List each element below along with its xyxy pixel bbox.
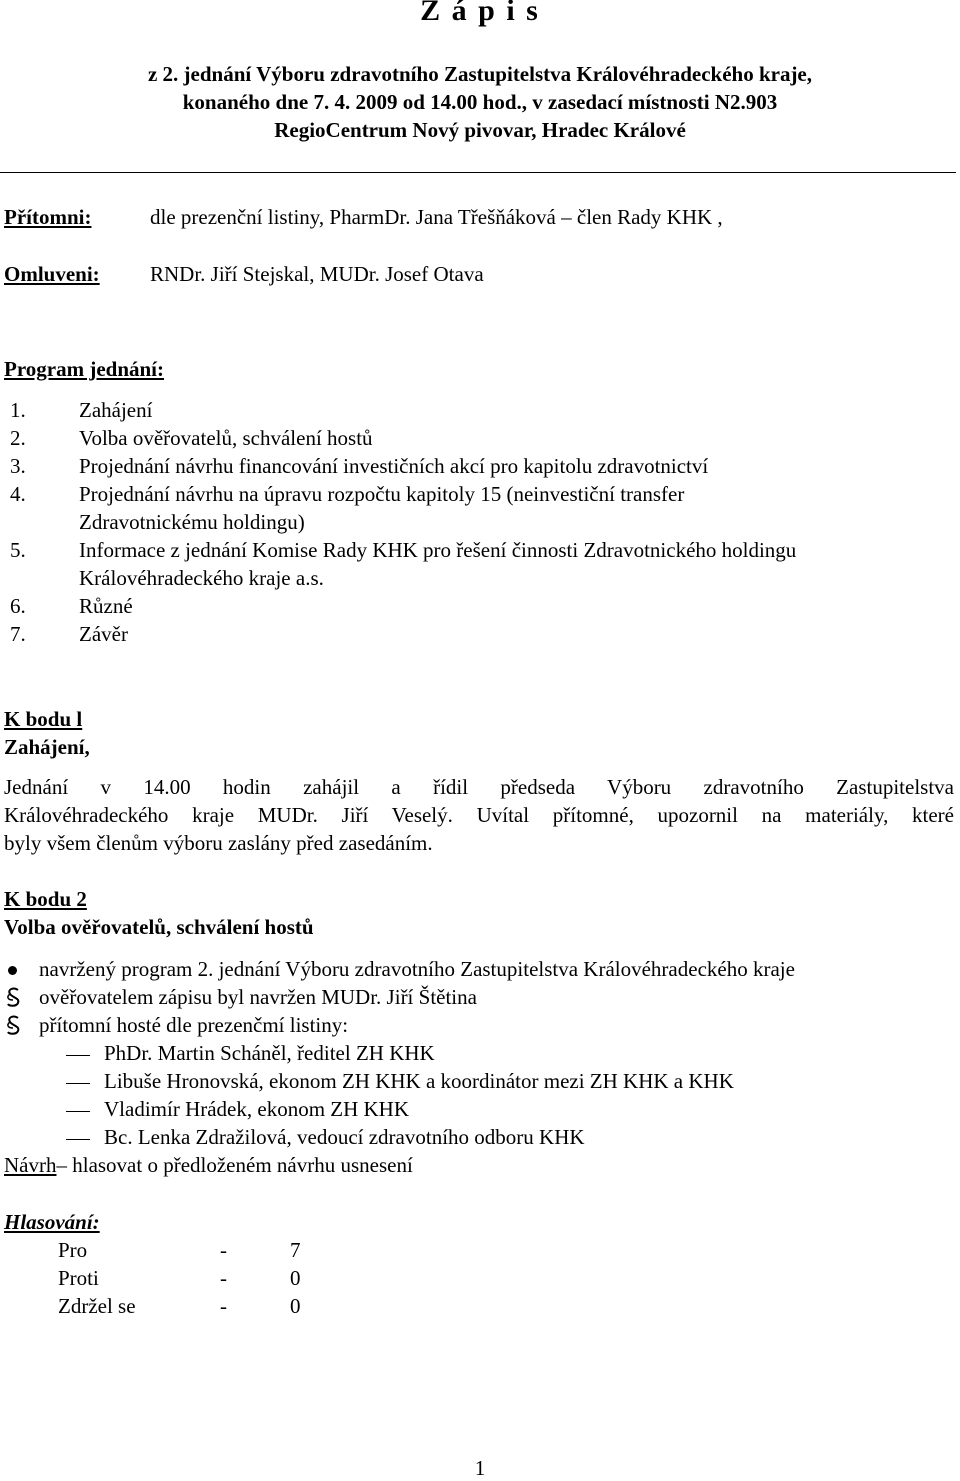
program-item-num: 7.	[10, 622, 26, 646]
vote-separator: -	[220, 1238, 227, 1262]
present-value: dle prezenční listiny, PharmDr. Jana Třešňáková – člen Rady KHK ,	[150, 205, 723, 229]
meeting-line-3: RegioCentrum Nový pivovar, Hradec Králové	[274, 118, 686, 142]
guest-item: PhDr. Martin Scháněl, ředitel ZH KHK	[104, 1041, 435, 1065]
vote-separator: -	[220, 1294, 227, 1318]
section1-text-line: byly všem členům výboru zaslány před zasedáním.	[4, 831, 433, 855]
program-item: Projednání návrhu financování investičních akcí pro kapitolu zdravotnictví	[79, 454, 709, 478]
program-item-num: 1.	[10, 398, 26, 422]
program-item: Volba ověřovatelů, schválení hostů	[79, 426, 373, 450]
dash-icon	[66, 1083, 90, 1084]
vote-label: Zdržel se	[58, 1294, 136, 1318]
voting-heading: Hlasování:	[4, 1210, 100, 1234]
section2-bullet: ověřovatelem zápisu byl navržen MUDr. Jiří Štětina	[39, 985, 477, 1009]
section1-text-line: Královéhradeckého kraje MUDr. Jiří Veselý. Uvítal přítomné, upozornil na materiály, které	[4, 803, 954, 827]
meeting-line-1: z 2. jednání Výboru zdravotního Zastupitelstva Královéhradeckého kraje,	[147, 62, 813, 86]
guest-item: Bc. Lenka Zdražilová, vedoucí zdravotního odboru KHK	[104, 1125, 585, 1149]
program-item-continuation: Zdravotnickému holdingu)	[79, 510, 305, 534]
excused-value: RNDr. Jiří Stejskal, MUDr. Josef Otava	[150, 262, 484, 286]
guest-item: Vladimír Hrádek, ekonom ZH KHK	[104, 1097, 410, 1121]
section1-text-line: Jednání v 14.00 hodin zahájil a řídil předseda Výboru zdravotního Zastupitelstva	[4, 775, 954, 799]
vote-separator: -	[220, 1266, 227, 1290]
program-heading: Program jednání:	[4, 357, 165, 381]
program-item-num: 2.	[10, 426, 26, 450]
proposal-label: Návrh	[4, 1153, 57, 1177]
document-title: Z á p i s	[420, 0, 540, 27]
meeting-line-2: konaného dne 7. 4. 2009 od 14.00 hod., v zasedací místnosti N2.903	[182, 90, 778, 114]
vote-label: Pro	[58, 1238, 88, 1262]
section2-subheading: Volba ověřovatelů, schválení hostů	[4, 915, 314, 939]
header-divider	[0, 172, 956, 173]
program-item: Informace z jednání Komise Rady KHK pro řešení činnosti Zdravotnického holdingu	[79, 538, 797, 562]
excused-label: Omluveni:	[4, 262, 100, 286]
dash-icon	[66, 1055, 90, 1056]
dash-icon	[66, 1111, 90, 1112]
page-number: 1	[474, 1456, 486, 1480]
program-item-num: 5.	[10, 538, 26, 562]
section-mark-icon	[4, 986, 24, 1010]
program-item-num: 6.	[10, 594, 26, 618]
section2-heading: K bodu 2	[4, 887, 87, 911]
section1-heading: K bodu l	[4, 707, 83, 731]
program-item: Zahájení	[79, 398, 153, 422]
guest-item: Libuše Hronovská, ekonom ZH KHK a koordinátor mezi ZH KHK a KHK	[104, 1069, 734, 1093]
proposal-text: – hlasovat o předloženém návrhu usnesení	[56, 1153, 413, 1177]
section2-bullet: navržený program 2. jednání Výboru zdravotního Zastupitelstva Královéhradeckého kraje	[39, 957, 795, 981]
program-item: Různé	[79, 594, 133, 618]
bullet-dot-icon	[8, 966, 17, 975]
section-mark-icon	[4, 1014, 24, 1038]
program-item: Projednání návrhu na úpravu rozpočtu kapitoly 15 (neinvestiční transfer	[79, 482, 685, 506]
vote-label: Proti	[58, 1266, 99, 1290]
vote-count: 7	[290, 1238, 301, 1262]
vote-count: 0	[290, 1266, 301, 1290]
vote-count: 0	[290, 1294, 301, 1318]
section1-subheading: Zahájení,	[4, 735, 90, 759]
present-label: Přítomni:	[4, 205, 92, 229]
program-item-num: 3.	[10, 454, 26, 478]
program-item: Závěr	[79, 622, 128, 646]
section2-bullet: přítomní hosté dle prezenčmí listiny:	[39, 1013, 349, 1037]
program-item-continuation: Královéhradeckého kraje a.s.	[79, 566, 324, 590]
dash-icon	[66, 1139, 90, 1140]
proposal-line	[4, 1153, 413, 1178]
program-item-num: 4.	[10, 482, 26, 506]
